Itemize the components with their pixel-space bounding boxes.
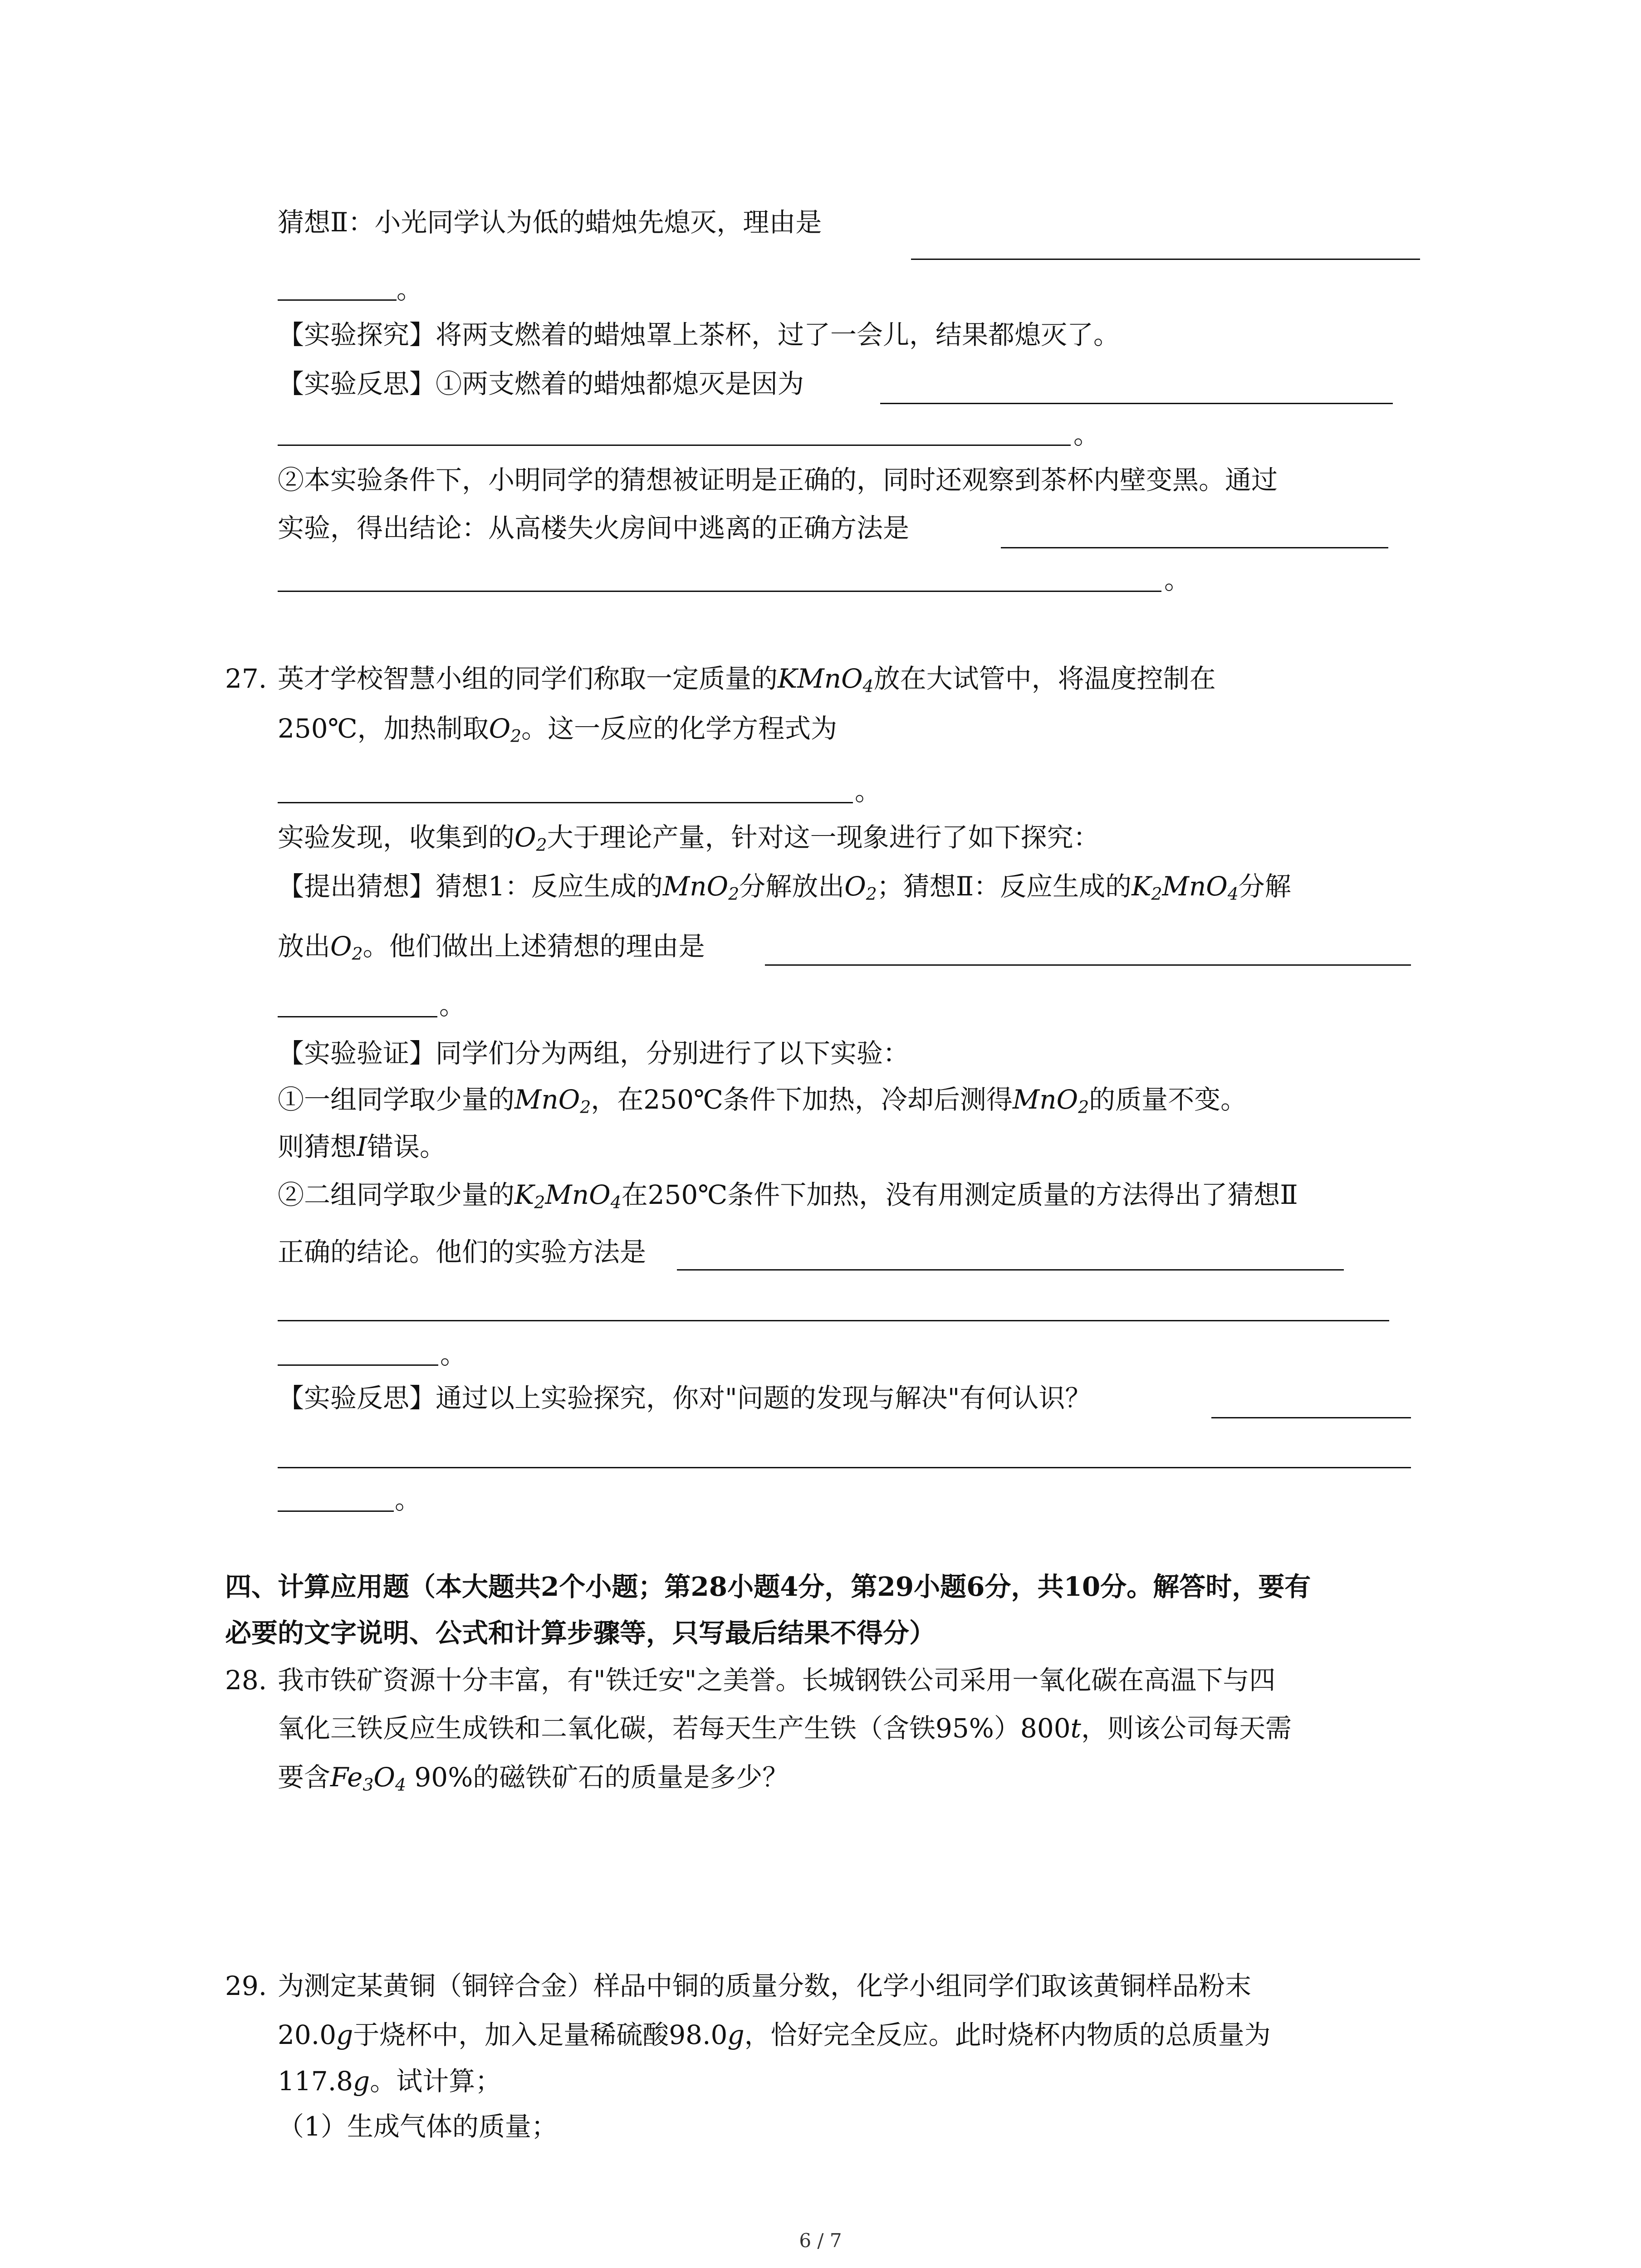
q27-period: 。	[395, 1484, 421, 1515]
answer-blank[interactable]	[278, 1320, 1389, 1321]
q26-period: 。	[1164, 564, 1191, 595]
q26-guess2: 猜想Ⅱ：小光同学认为低的蜡烛先熄灭，理由是	[278, 207, 822, 238]
q29-text: 117.8g。试计算；	[278, 2066, 502, 2097]
q28-number: 28.	[225, 1665, 267, 1696]
q27-group1: 则猜想I错误。	[278, 1131, 446, 1162]
answer-blank[interactable]	[880, 403, 1393, 404]
q29-number: 29.	[225, 1970, 267, 2001]
q29-subquestion: （1）生成气体的质量；	[278, 2111, 558, 2142]
q28-text: 氧化三铁反应生成铁和二氧化碳，若每天生产生铁（含铁95%）800t，则该公司每天需	[278, 1713, 1292, 1744]
answer-blank[interactable]	[765, 964, 1411, 966]
q26-conclusion: 实验，得出结论：从高楼失火房间中逃离的正确方法是	[278, 513, 910, 543]
answer-blank[interactable]	[278, 591, 1161, 592]
q27-finding: 实验发现，收集到的$O_2$大于理论产量，针对这一现象进行了如下探究：	[278, 822, 1100, 855]
answer-blank[interactable]	[278, 1016, 437, 1017]
q26-reflect: 【实验反思】①两支燃着的蜡烛都熄灭是因为	[278, 368, 804, 399]
answer-blank[interactable]	[911, 259, 1420, 260]
q26-explore: 【实验探究】将两支燃着的蜡烛罩上茶杯，过了一会儿，结果都熄灭了。	[278, 319, 1120, 350]
section-heading: 四、计算应用题（本大题共2个小题；第28小题4分，第29小题6分，共10分。解答时，要有	[225, 1571, 1311, 1602]
q27-period: 。	[855, 776, 882, 807]
answer-blank[interactable]	[677, 1269, 1344, 1271]
q27-intro: 250℃，加热制取$O_2$。这一反应的化学方程式为	[278, 713, 838, 746]
q27-group2: 正确的结论。他们的实验方法是	[278, 1237, 647, 1267]
q28-text: 我市铁矿资源十分丰富，有"铁迁安"之美誉。长城钢铁公司采用一氧化碳在高温下与四	[278, 1665, 1276, 1696]
q27-hypothesis: 【提出猜想】猜想1：反应生成的MnO$_2$分解放出$O_2$；猜想Ⅱ：反应生成的$K_2MnO_4$分解	[278, 871, 1291, 904]
answer-blank[interactable]	[278, 1467, 1411, 1468]
q27-hypothesis: 放出$O_2$。他们做出上述猜想的理由是	[278, 931, 705, 964]
answer-blank[interactable]	[278, 1510, 394, 1512]
q29-text: 20.0g于烧杯中，加入足量稀硫酸98.0g，恰好完全反应。此时烧杯内物质的总质量为	[278, 2019, 1271, 2050]
q27-verify: 【实验验证】同学们分为两组，分别进行了以下实验：	[278, 1038, 910, 1069]
answer-blank[interactable]	[278, 445, 1071, 446]
q27-number: 27.	[225, 663, 267, 694]
q27-period: 。	[439, 990, 466, 1021]
answer-blank[interactable]	[278, 1364, 438, 1366]
q28-text: 要含$Fe_3O_4$ 90%的磁铁矿石的质量是多少？	[278, 1762, 789, 1795]
answer-blank[interactable]	[278, 299, 397, 301]
q26-conclusion: ②本实验条件下，小明同学的猜想被证明是正确的，同时还观察到茶杯内壁变黑。通过	[278, 464, 1278, 495]
q29-text: 为测定某黄铜（铜锌合金）样品中铜的质量分数，化学小组同学们取该黄铜样品粉末	[278, 1970, 1252, 2001]
q27-intro: 英才学校智慧小组的同学们称取一定质量的KMnO$_4$放在大试管中，将温度控制在	[278, 663, 1216, 696]
section-heading: 必要的文字说明、公式和计算步骤等，只写最后结果不得分）	[225, 1618, 936, 1648]
q26-period: 。	[1073, 419, 1100, 450]
answer-blank[interactable]	[1211, 1417, 1411, 1418]
q27-group2: ②二组同学取少量的$K_2MnO_4$在250℃条件下加热，没有用测定质量的方法得出了猜想Ⅱ	[278, 1179, 1298, 1212]
q27-group1: ①一组同学取少量的MnO$_2$，在250℃条件下加热，冷却后测得MnO$_2$的质量不变。	[278, 1084, 1247, 1117]
page-number: 6 / 7	[799, 2229, 842, 2252]
q26-period: 。	[397, 274, 423, 305]
answer-blank[interactable]	[1001, 547, 1388, 548]
q27-reflect: 【实验反思】通过以上实验探究，你对"问题的发现与解决"有何认识？	[278, 1383, 1092, 1413]
q27-period: 。	[440, 1339, 467, 1370]
answer-blank[interactable]	[278, 802, 853, 803]
